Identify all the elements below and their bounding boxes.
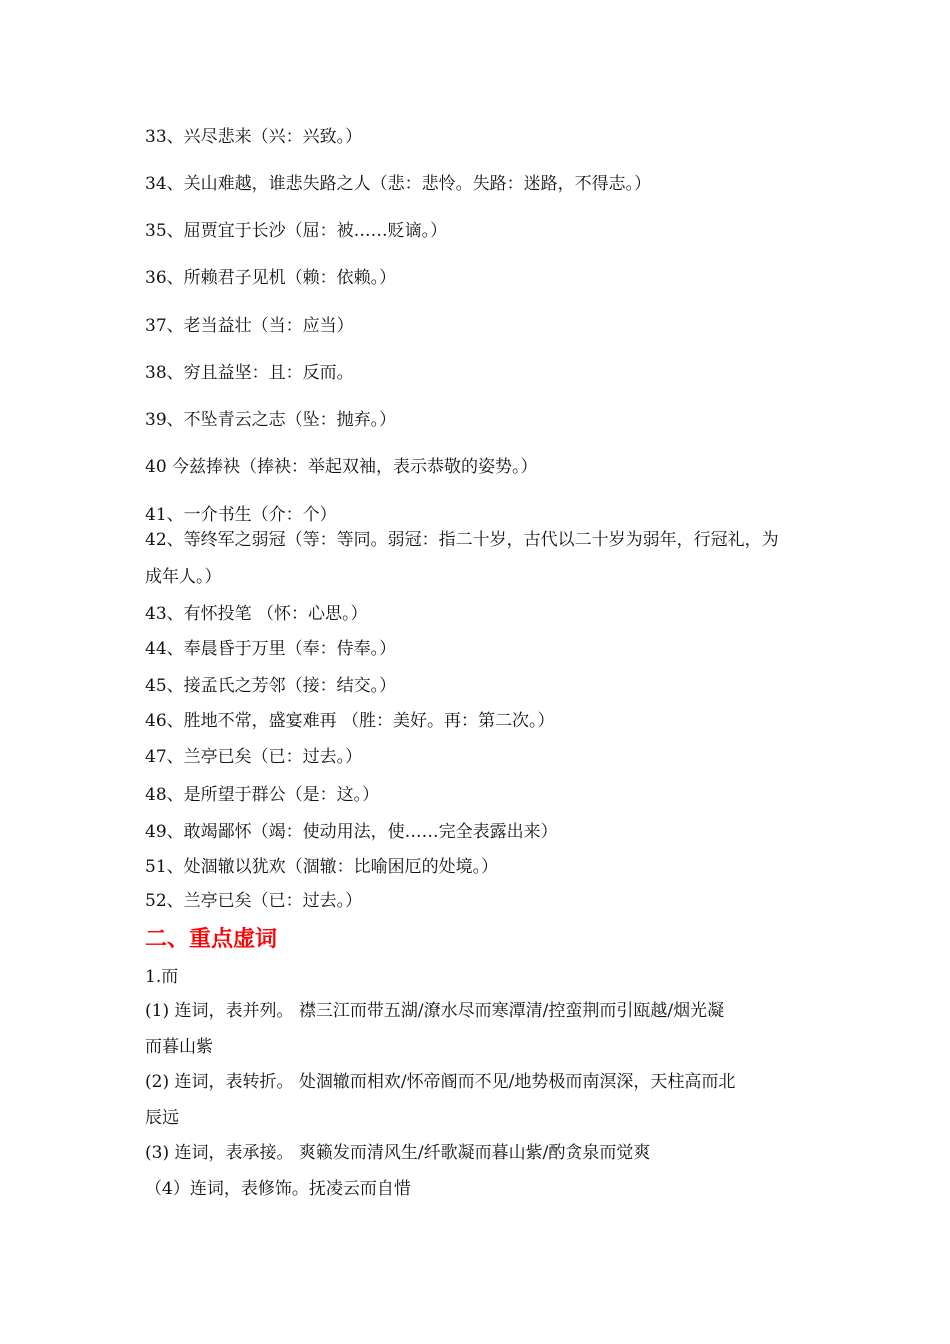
function-word-usage-1-cont: 而暮山紫: [145, 1037, 213, 1057]
section-heading: 二、重点虚词: [145, 927, 278, 952]
vocab-item-36: 36、所赖君子见机（赖：依赖。）: [145, 268, 397, 288]
vocab-item-38: 38、穷且益坚：且：反而。: [145, 363, 354, 383]
vocab-item-35: 35、屈贾宜于长沙（屈：被……贬谪。）: [145, 221, 448, 241]
vocab-item-37: 37、老当益壮（当：应当）: [145, 316, 354, 336]
vocab-item-43: 43、有怀投笔 （怀：心思。）: [145, 604, 368, 624]
vocab-item-52: 52、兰亭已矣（已：过去。）: [145, 891, 363, 911]
vocab-item-39: 39、不坠青云之志（坠：抛弃。）: [145, 410, 397, 430]
function-word-usage-2: (2) 连词，表转折。 处涸辙而相欢/怀帝阍而不见/地势极而南溟深，天柱高而北: [145, 1072, 736, 1092]
function-word-usage-4: （4）连词，表修饰。抚凌云而自惜: [145, 1179, 411, 1199]
vocab-item-51: 51、处涸辙以犹欢（涸辙：比喻困厄的处境。）: [145, 857, 499, 877]
vocab-item-40: 40 今兹捧袂（捧袂：举起双袖，表示恭敬的姿势。）: [145, 457, 538, 477]
vocab-item-33: 33、兴尽悲来（兴：兴致。）: [145, 127, 363, 147]
vocab-item-34: 34、关山难越，谁悲失路之人（悲：悲怜。失路：迷路，不得志。）: [145, 174, 652, 194]
function-word-title: 1.而: [145, 967, 179, 987]
function-word-usage-1: (1) 连词，表并列。 襟三江而带五湖/潦水尽而寒潭清/控蛮荆而引瓯越/烟光凝: [145, 1001, 725, 1021]
vocab-item-48: 48、是所望于群公（是：这。）: [145, 785, 380, 805]
vocab-item-45: 45、接孟氏之芳邻（接：结交。）: [145, 676, 397, 696]
vocab-item-42-cont: 成年人。）: [145, 567, 222, 587]
vocab-item-47: 47、兰亭已矣（已：过去。）: [145, 747, 363, 767]
vocab-item-41: 41、一介书生（介：个）: [145, 505, 337, 525]
function-word-usage-2-cont: 辰远: [145, 1108, 179, 1128]
function-word-usage-3: (3) 连词，表承接。 爽籁发而清风生/纤歌凝而暮山紫/酌贪泉而觉爽: [145, 1143, 651, 1163]
vocab-item-44: 44、奉晨昏于万里（奉：侍奉。）: [145, 639, 397, 659]
vocab-item-49: 49、敢竭鄙怀（竭：使动用法，使……完全表露出来）: [145, 822, 558, 842]
vocab-item-46: 46、胜地不常，盛宴难再 （胜：美好。再：第二次。）: [145, 711, 555, 731]
vocab-item-42: 42、等终军之弱冠（等：等同。弱冠：指二十岁，古代以二十岁为弱年，行冠礼，为: [145, 530, 779, 550]
